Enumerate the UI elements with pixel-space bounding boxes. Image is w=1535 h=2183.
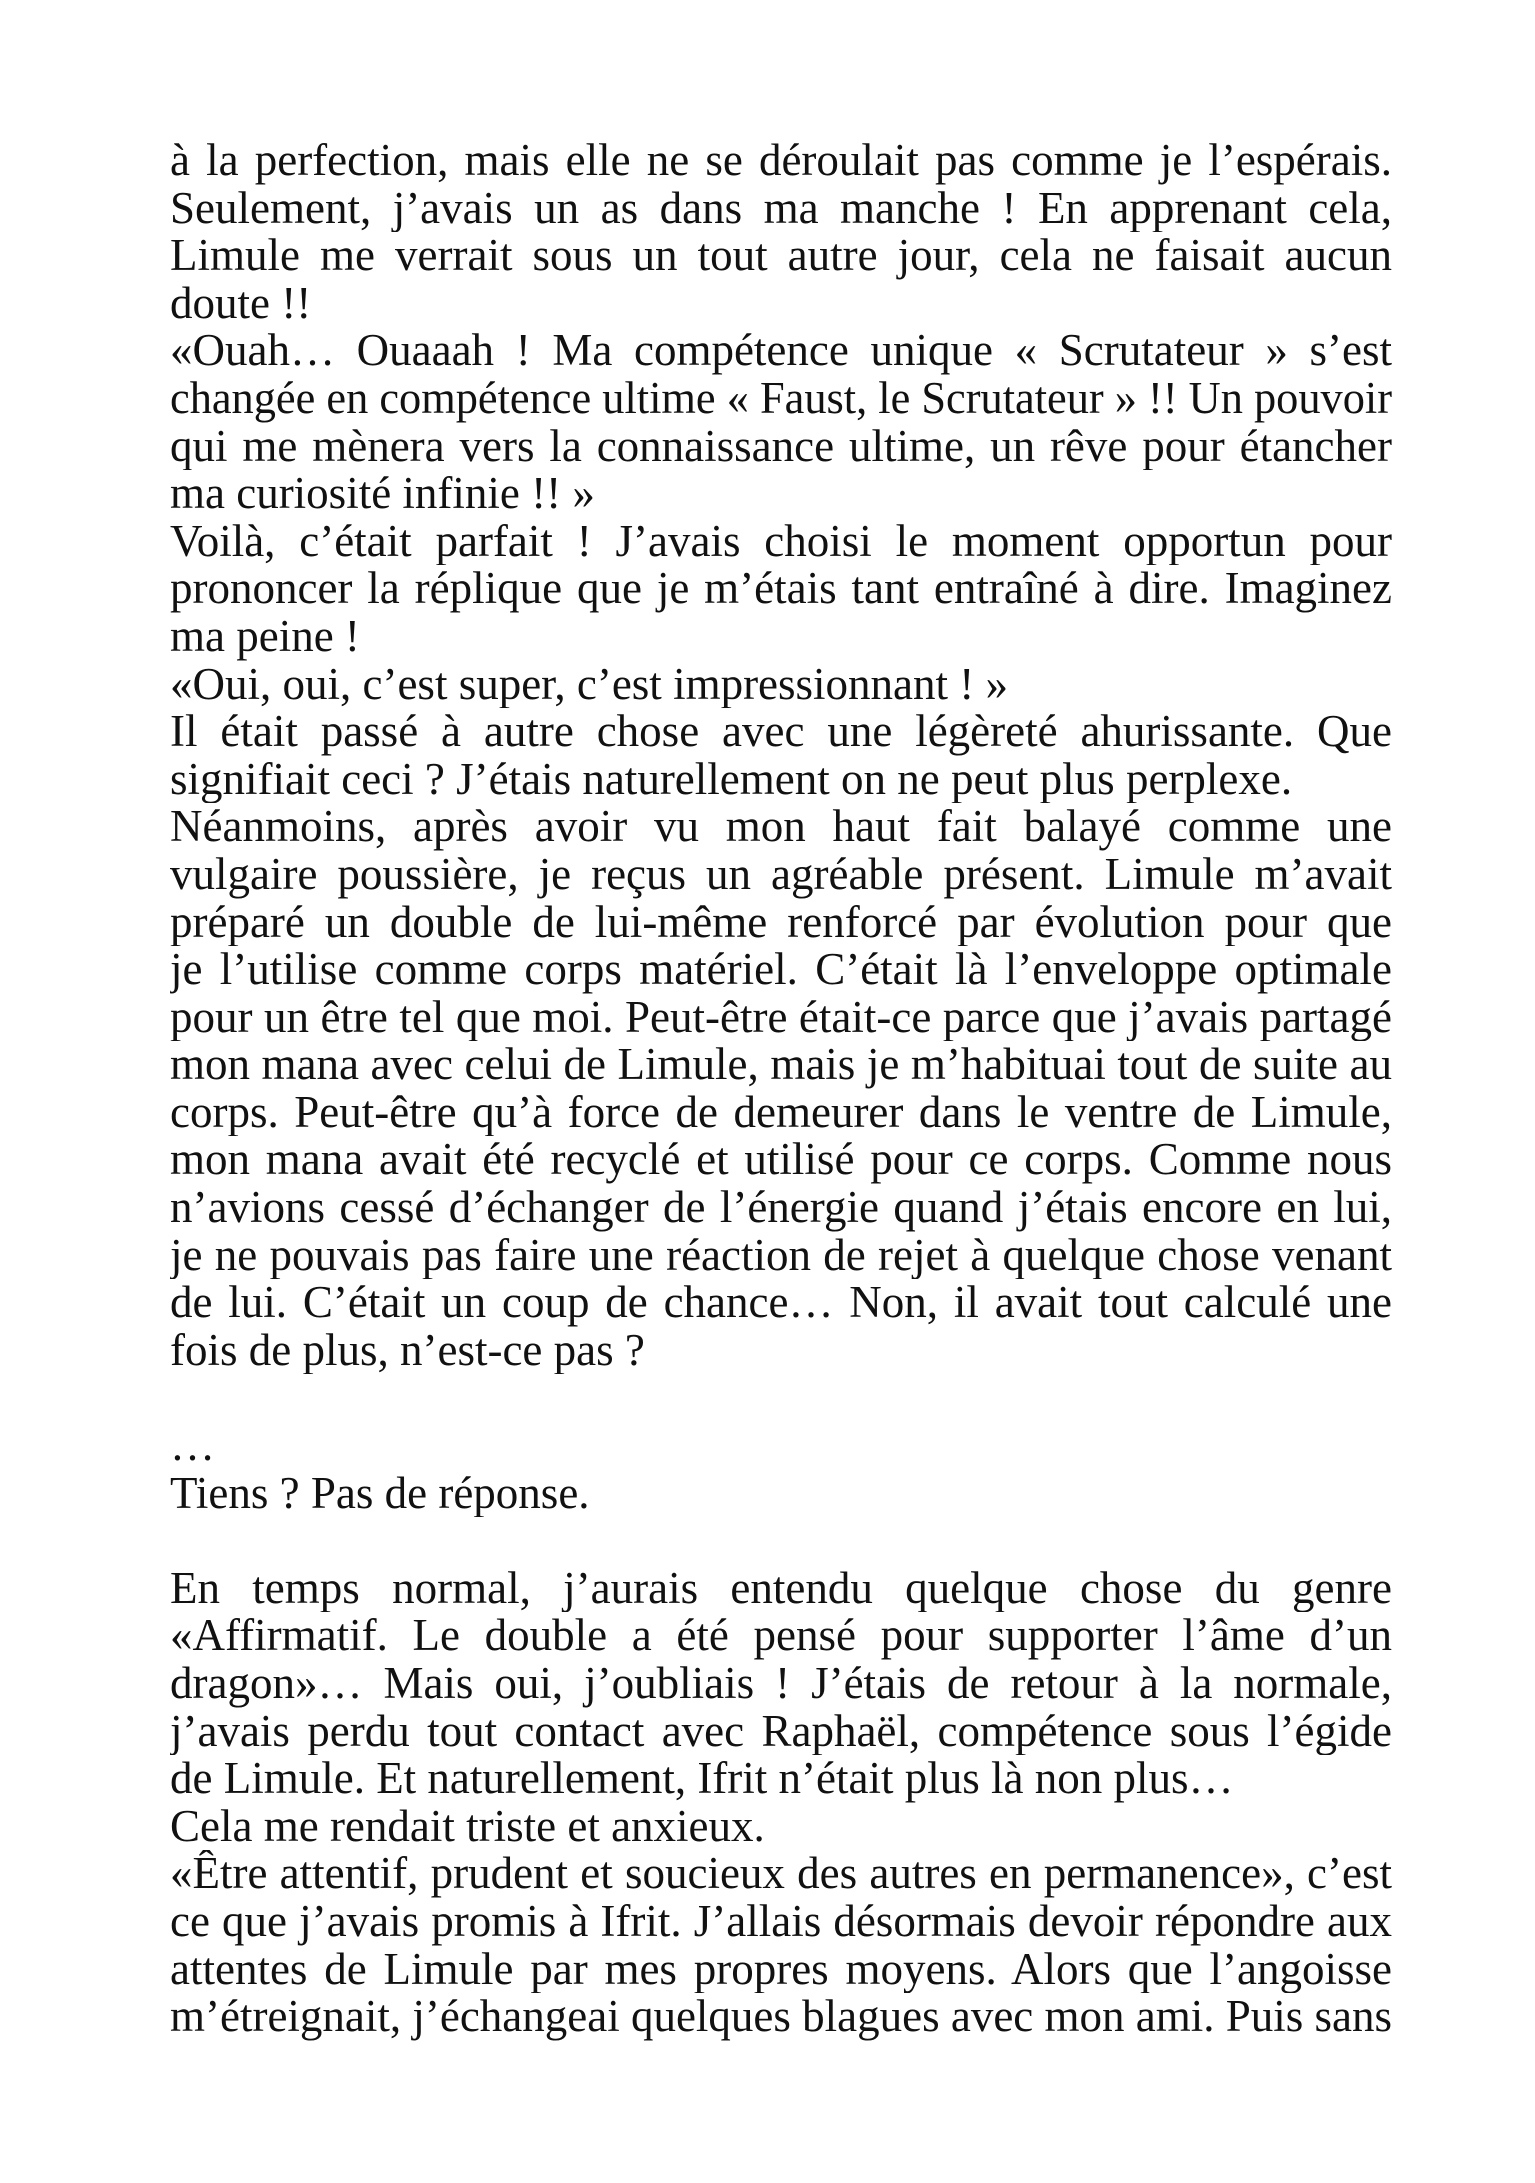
text-line xyxy=(170,1136,1392,1184)
text-line-content: vulgaire poussière, je reçus un agréable présent. Limule m’avait xyxy=(170,850,1392,899)
text-line-content: qui me mènera vers la connaissance ultime, un rêve pour étancher xyxy=(170,422,1392,471)
text-line xyxy=(170,185,1392,233)
text-line xyxy=(170,1803,1392,1851)
text-line xyxy=(170,1327,1392,1375)
text-line xyxy=(170,1946,1392,1994)
text-line xyxy=(170,1660,1392,1708)
text-line-content: n’avions cessé d’échanger de l’énergie quand j’étais encore en lui, xyxy=(170,1184,1392,1232)
text-line-content: de Limule. Et naturellement, Ifrit n’était plus là non plus… xyxy=(170,1755,1234,1803)
paragraph xyxy=(170,1565,1392,1803)
text-line xyxy=(170,565,1392,613)
text-line-content: Néanmoins, après avoir vu mon haut fait balayé comme une xyxy=(170,803,1392,851)
text-line-content: signifiait ceci ? J’étais naturellement on ne peut plus perplexe. xyxy=(170,755,1293,804)
text-line xyxy=(170,1184,1392,1232)
text-line xyxy=(170,137,1392,185)
text-line xyxy=(170,280,1392,328)
text-line-content: fois de plus, n’est-ce pas ? xyxy=(170,1326,645,1375)
text-line-content: Limule me verrait sous un tout autre jour, cela ne faisait aucun xyxy=(170,232,1392,280)
text-line-content: «Affirmatif. Le double a été pensé pour supporter l’âme d’un xyxy=(170,1612,1392,1660)
text-line xyxy=(170,1612,1392,1660)
text-line-content: je ne pouvais pas faire une réaction de rejet à quelque chose venant xyxy=(170,1231,1392,1280)
text-line-content: ma curiosité infinie !! » xyxy=(170,470,595,518)
text-line xyxy=(170,1565,1392,1613)
text-line xyxy=(170,1089,1392,1137)
paragraph xyxy=(170,518,1392,661)
text-line xyxy=(170,327,1392,375)
text-line-content: pour un être tel que moi. Peut-être était-ce parce que j’avais partagé xyxy=(170,993,1392,1042)
text-line-content: En temps normal, j’aurais entendu quelque chose du genre xyxy=(170,1564,1392,1613)
text-line xyxy=(170,232,1392,280)
text-line-content: «Être attentif, prudent et soucieux des autres en permanence», c’est xyxy=(170,1850,1392,1898)
blank-line xyxy=(170,1374,1392,1422)
text-line-content: prononcer la réplique que je m’étais tant entraîné à dire. Imaginez xyxy=(170,565,1392,613)
text-line-content: Voilà, c’était parfait ! J’avais choisi le moment opportun pour xyxy=(170,517,1392,566)
text-line xyxy=(170,803,1392,851)
text-line-content: dragon»… Mais oui, j’oubliais ! J’étais de retour à la normale, xyxy=(170,1660,1392,1708)
book-page-text xyxy=(170,137,1392,2041)
text-line-content: attentes de Limule par mes propres moyens. Alors que l’angoisse xyxy=(170,1945,1392,1994)
text-line-content: à la perfection, mais elle ne se déroulait pas comme je l’espérais. xyxy=(170,137,1392,185)
text-line-content: m’étreignait, j’échangeai quelques blagues avec mon ami. Puis sans xyxy=(170,1993,1392,2041)
text-line-content: Tiens ? Pas de réponse. xyxy=(170,1469,590,1518)
paragraph xyxy=(170,327,1392,517)
text-line xyxy=(170,1993,1392,2041)
paragraph xyxy=(170,1422,1392,1517)
text-line-content: mon mana avec celui de Limule, mais je m’habituai tout de suite au xyxy=(170,1041,1392,1089)
text-line-content: mon mana avait été recyclé et utilisé pour ce corps. Comme nous xyxy=(170,1136,1392,1185)
paragraph xyxy=(170,661,1392,709)
text-line-content: «Oui, oui, c’est super, c’est impressionnant ! » xyxy=(170,660,1009,709)
text-line xyxy=(170,375,1392,423)
text-line-content: Seulement, j’avais un as dans ma manche ! En apprenant cela, xyxy=(170,184,1392,233)
text-line xyxy=(170,708,1392,756)
text-line xyxy=(170,1470,1392,1518)
blank-line xyxy=(170,1517,1392,1565)
text-line-content: je l’utilise comme corps matériel. C’était là l’enveloppe optimale xyxy=(170,946,1392,994)
text-line-content: changée en compétence ultime « Faust, le Scrutateur » !! Un pouvoir xyxy=(170,374,1392,423)
paragraph xyxy=(170,803,1392,1374)
paragraph xyxy=(170,1850,1392,2040)
text-line xyxy=(170,1422,1392,1470)
text-line xyxy=(170,1755,1392,1803)
text-line-content: j’avais perdu tout contact avec Raphaël, compétence sous l’égide xyxy=(170,1707,1392,1756)
text-line-content: ma peine ! xyxy=(170,612,360,661)
text-line xyxy=(170,423,1392,471)
text-line xyxy=(170,661,1392,709)
text-line-content: ce que j’avais promis à Ifrit. J’allais désormais devoir répondre aux xyxy=(170,1897,1392,1946)
text-line-content: Cela me rendait triste et anxieux. xyxy=(170,1802,765,1851)
text-line xyxy=(170,518,1392,566)
text-line-content: corps. Peut-être qu’à force de demeurer dans le ventre de Limule, xyxy=(170,1088,1392,1137)
text-line xyxy=(170,851,1392,899)
text-line xyxy=(170,1232,1392,1280)
text-line xyxy=(170,1279,1392,1327)
text-line xyxy=(170,613,1392,661)
text-line-content: … xyxy=(170,1422,215,1470)
paragraph xyxy=(170,708,1392,803)
text-line xyxy=(170,899,1392,947)
text-line xyxy=(170,1850,1392,1898)
text-line-content: de lui. C’était un coup de chance… Non, il avait tout calculé une xyxy=(170,1279,1392,1327)
paragraph xyxy=(170,1803,1392,1851)
text-line xyxy=(170,946,1392,994)
text-line-content: «Ouah… Ouaaah ! Ma compétence unique « Scrutateur » s’est xyxy=(170,327,1392,375)
paragraph xyxy=(170,137,1392,327)
text-line xyxy=(170,756,1392,804)
text-line-content: Il était passé à autre chose avec une légèreté ahurissante. Que xyxy=(170,708,1392,756)
text-line xyxy=(170,1041,1392,1089)
text-line xyxy=(170,994,1392,1042)
text-line xyxy=(170,470,1392,518)
text-line xyxy=(170,1708,1392,1756)
text-line-content: doute !! xyxy=(170,279,312,328)
text-line xyxy=(170,1898,1392,1946)
text-line-content: préparé un double de lui-même renforcé par évolution pour que xyxy=(170,898,1392,947)
